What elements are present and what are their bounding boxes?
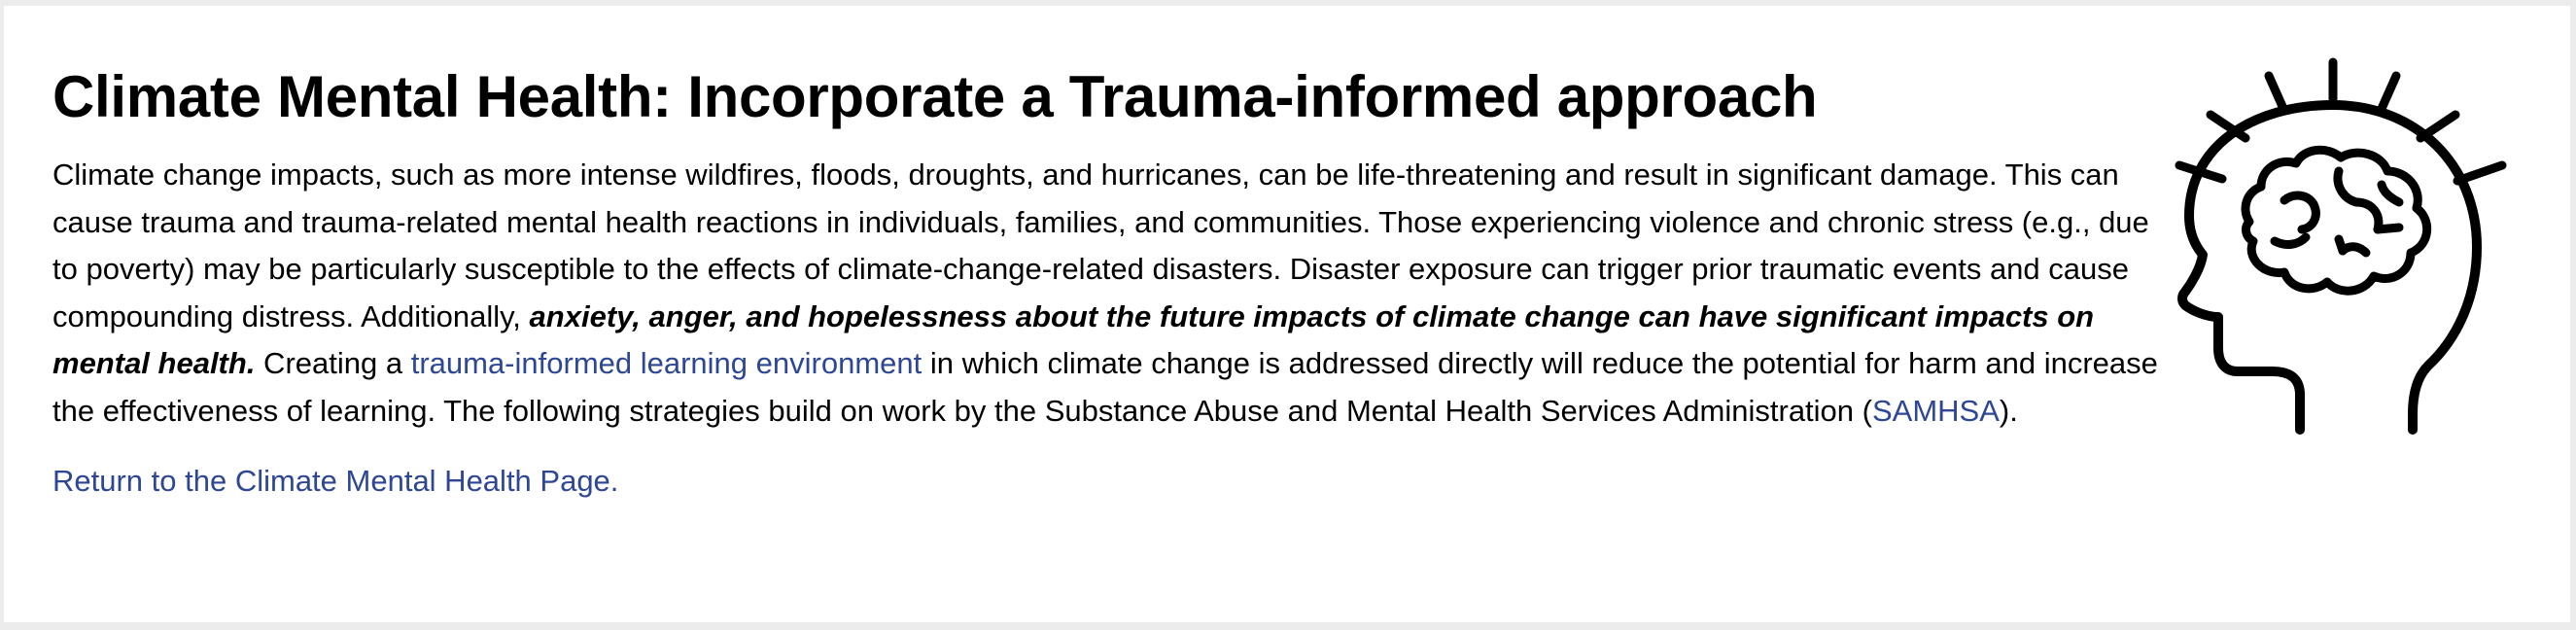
brain [2245, 150, 2427, 291]
intro-paragraph [52, 152, 2160, 435]
content-body [52, 52, 2160, 501]
head-with-brain-icon [2168, 56, 2508, 445]
return-link[interactable]: Return to the Climate Mental Health Page. [52, 464, 619, 498]
after-link-text: in which climate change is addressed directly will reduce the potential for harm and increase the effectiveness of learning. The following strategies build on work by the Substance Abuse and Mental Health Services Administration ( [52, 346, 2158, 428]
content-card [4, 6, 2570, 622]
page-title: Climate Mental Health: Incorporate a Trauma-informed approach [52, 64, 1818, 129]
before-link-text: Creating a [255, 346, 411, 380]
trauma-informed-link[interactable]: trauma-informed learning environment [410, 346, 922, 380]
intro-text: Climate change impacts, such as more intense wildfires, floods, droughts, and hurricanes, can be life-threatening and result in significant damage. This can cause trauma and trauma-related mental health reactions in individuals, families, and communities. Those experiencing violence and chronic stress (e.g., due to poverty) may be particularly susceptible to the effects of climate-change-related disasters. Disaster exposure can trigger prior traumatic events and cause compounding distress. Additionally, [52, 158, 2149, 333]
emphasis-text: anxiety, anger, and hopelessness about the future impacts of climate change can have significant impacts on mental health. [52, 298, 2095, 380]
closing-text: ). [1999, 393, 2018, 428]
samhsa-link[interactable]: SAMHSA [1871, 393, 2000, 428]
